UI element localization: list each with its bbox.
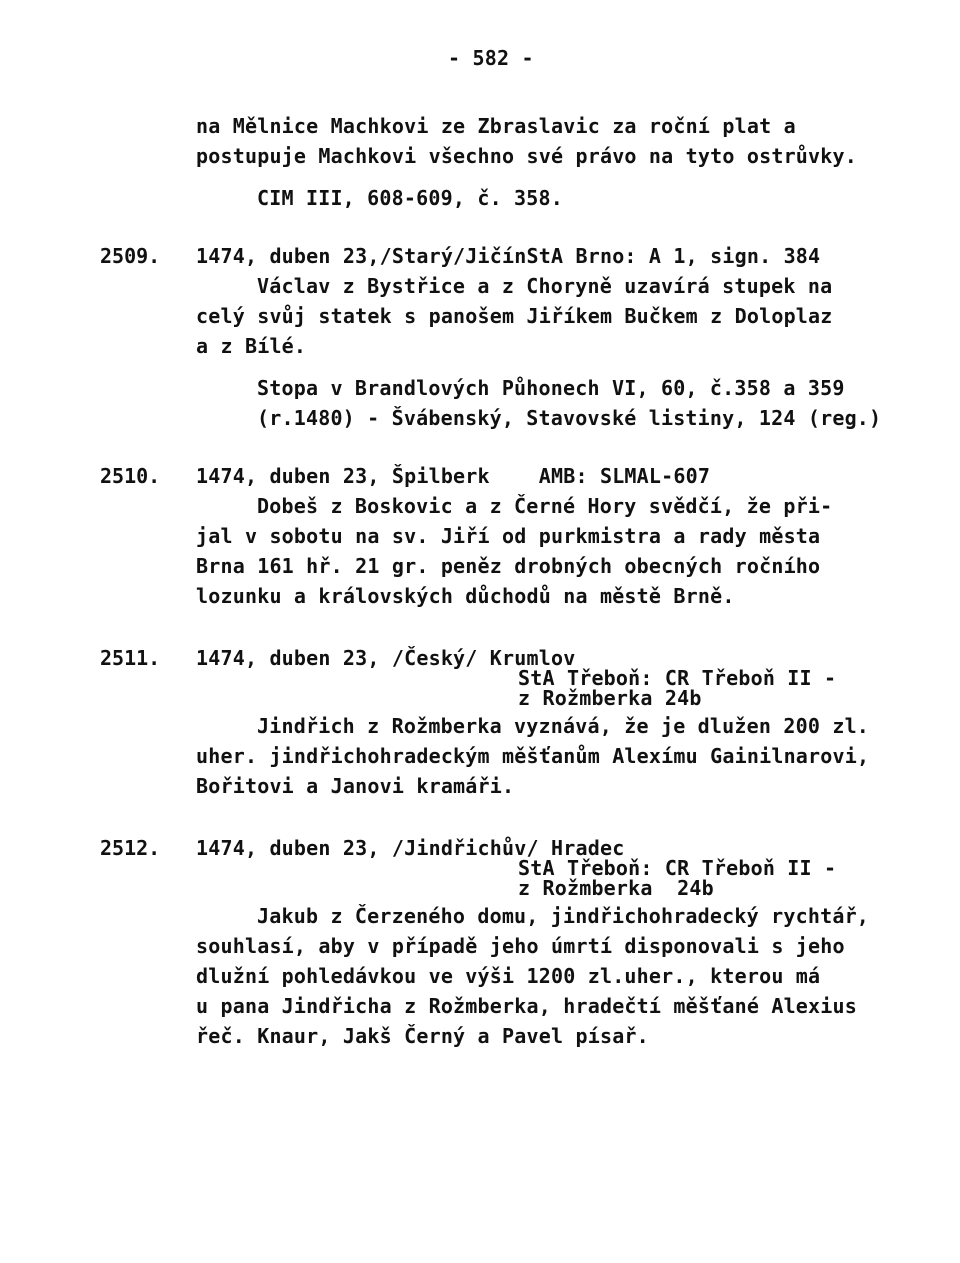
entry-archive: StA Třeboň: CR Třeboň II -	[518, 856, 837, 880]
entry-header: 1474, duben 23, /Český/ Krumlov	[196, 646, 576, 670]
entry-archive: StA Třeboň: CR Třeboň II -	[518, 666, 837, 690]
entry-text-line: Bořitovi a Janovi kramáři.	[196, 774, 515, 798]
entry-text-line: uher. jindřichohradeckým měšťanům Alexímu Gainilnarovi,	[196, 744, 870, 768]
entry-header: 1474, duben 23, Špilberk AMB: SLMAL-607	[196, 464, 711, 488]
entry-reference: (r.1480) - Švábenský, Stavovské listiny, 124 (reg.)	[257, 406, 882, 430]
intro-line: postupuje Machkovi všechno své právo na tyto ostrůvky.	[196, 144, 858, 168]
entry-text-line: Jindřich z Rožmberka vyznává, že je dlužen 200 zl.	[257, 714, 870, 738]
entry-text-line: dlužní pohledávkou ve výši 1200 zl.uher., kterou má	[196, 964, 821, 988]
entry-text-line: Brna 161 hř. 21 gr. peněz drobných obecných ročního	[196, 554, 821, 578]
intro-line: na Mělnice Machkovi ze Zbraslavic za roční plat a	[196, 114, 796, 138]
entry-number: 2512.	[100, 836, 161, 860]
entry-archive: z Rožmberka 24b	[518, 686, 702, 710]
intro-reference: CIM III, 608-609, č. 358.	[257, 186, 564, 210]
entry-number: 2511.	[100, 646, 161, 670]
entry-header: 1474, duben 23, /Jindřichův/ Hradec	[196, 836, 625, 860]
entry-text-line: Jakub z Čerzeného domu, jindřichohradecký rychtář,	[257, 904, 870, 928]
entry-text-line: Dobeš z Boskovic a z Černé Hory svědčí, že při-	[257, 494, 833, 518]
entry-text-line: lozunku a královských důchodů na městě Brně.	[196, 584, 735, 608]
entry-text-line: souhlasí, aby v případě jeho úmrtí disponovali s jeho	[196, 934, 845, 958]
entry-text-line: a z Bílé.	[196, 334, 307, 358]
entry-text-line: u pana Jindřicha z Rožmberka, hradečtí měšťané Alexius	[196, 994, 858, 1018]
entry-text-line: jal v sobotu na sv. Jiří od purkmistra a rady města	[196, 524, 821, 548]
entry-archive: z Rožmberka 24b	[518, 876, 714, 900]
entry-text-line: řeč. Knaur, Jakš Černý a Pavel písař.	[196, 1024, 649, 1048]
entry-header: 1474, duben 23,/Starý/JičínStA Brno: A 1, sign. 384	[196, 244, 821, 268]
entry-reference: Stopa v Brandlových Půhonech VI, 60, č.358 a 359	[257, 376, 845, 400]
entry-text-line: Václav z Bystřice a z Choryně uzavírá stupek na	[257, 274, 833, 298]
entry-number: 2510.	[100, 464, 161, 488]
entry-text-line: celý svůj statek s panošem Jiříkem Bučkem z Doloplaz	[196, 304, 833, 328]
page-number: - 582 -	[448, 46, 534, 70]
entry-number: 2509.	[100, 244, 161, 268]
